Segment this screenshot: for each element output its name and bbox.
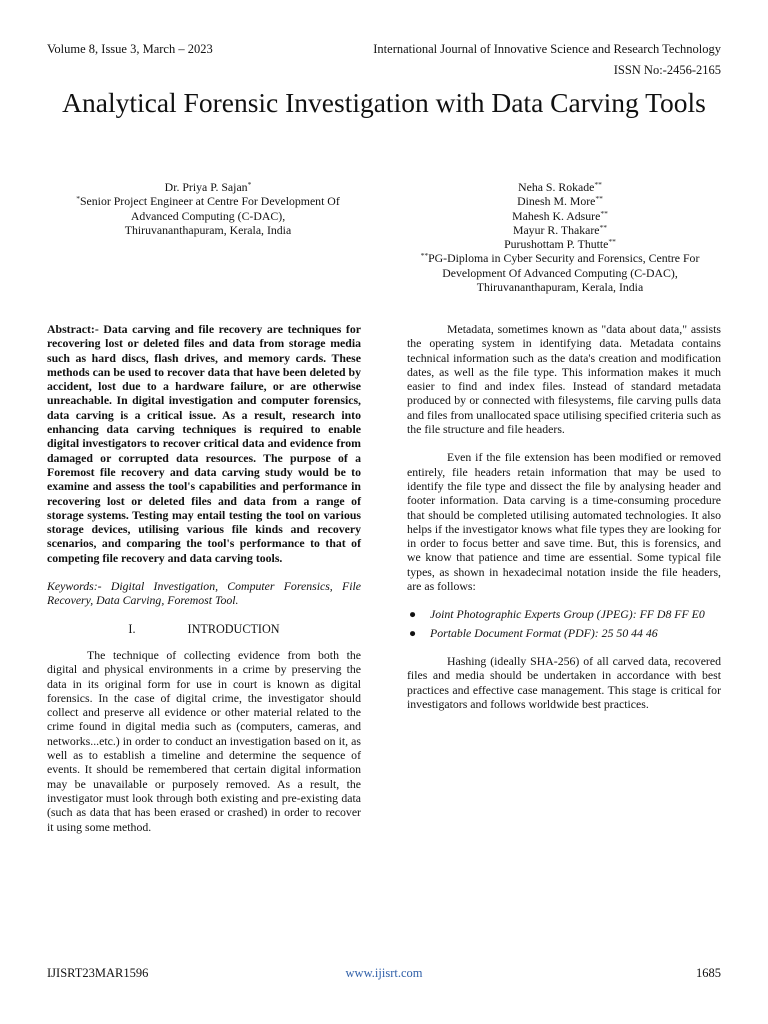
author-affiliation: **PG-Diploma in Cyber Security and Forensics, Centre For (420, 251, 700, 266)
author-name: Purushottam P. Thutte** (504, 237, 616, 252)
journal-name: International Journal of Innovative Science and Research Technology (373, 42, 721, 56)
hashing-paragraph: Hashing (ideally SHA-256) of all carved data, recovered files and media should be undertaken in accordance with best practices and effective case management. This stage is critical for investigators and follows worldwide best practices. (407, 653, 721, 711)
file-headers-paragraph: Even if the file extension has been modified or removed entirely, file headers retain information that may be used to identify the file type and dissect the file by analysing header and footer information. Data carving is a time-consuming procedure that should be completed utilising automated technologies. It also helps if the investigator knows what file types they are looking for in order to focus better and save time. But, this is forensics, and we know that patience and time are essential. Some typical file types, as shown in hexadecimal notation inside the file headers, are as follows: (407, 450, 721, 594)
list-item: ● Portable Document Format (PDF): 25 50 44 46 (409, 625, 658, 640)
keywords: Keywords:- Digital Investigation, Computer Forensics, File Recovery, Data Carving, Foremost Tool. (47, 579, 361, 608)
bullet-icon: ● (409, 607, 417, 622)
list-item: ● Joint Photographic Experts Group (JPEG): FF D8 FF E0 (409, 607, 705, 622)
paper-id: IJISRT23MAR1596 (47, 966, 149, 980)
page-number: 1685 (696, 966, 721, 980)
metadata-paragraph: Metadata, sometimes known as "data about data," assists the operating system in identifying data. Metadata contains technical information such as the data's creation and modification dates, as well as the file type. This information makes it much easier to find and index files. Instead of standard metadata produced by or connected with filesystems, file carving pulls data and files from unallocated space utilising specified criteria such as the file structure and file headers. (407, 322, 721, 437)
paper-title: Analytical Forensic Investigation with Data Carving Tools (62, 87, 706, 118)
file-type-list (407, 607, 721, 640)
author-name: Neha S. Rokade** (518, 180, 602, 194)
website-link[interactable]: www.ijisrt.com (345, 966, 423, 980)
intro-paragraph: The technique of collecting evidence from both the digital and physical environments in a crime by preserving the data in its original form for use in court is known as digital forensics. In the case of digital crime, the investigator should collect and preserve all evidence or other material related to the crime found in digital media such as (computers, cameras, and networks...etc.) in order to conduct an investigation based on it, as well as to establish a timeline and determine the sequence of events. It should be remembered that certain digital information may be unavailable or purposely removed. As a result, the investigator must look through both existing and pre-existing data (such as data that has been erased or crashed) in order to recover it using some method. (47, 647, 361, 834)
journal-issn: ISSN No:-2456-2165 (613, 63, 721, 77)
author-affiliation-line3: Thiruvananthapuram, Kerala, India (124, 222, 292, 237)
right-column (407, 322, 721, 725)
bullet-icon: ● (409, 625, 417, 640)
abstract: Abstract:- Data carving and file recovery are techniques for recovering lost or deleted files and data from storage media such as hard discs, flash drives, and memory cards. These methods can be used to recover data that have been deleted by accident, lost due to a hardware failure, or are otherwise unreachable. In digital investigation and computer forensics, data carving is a critical issue. As a result, research into enhancing data carving techniques is required to enable digital investigators to recover critical data and evidence from damaged or corrupted data resources. The purpose of a Foremost file recovery and data carving study would be to examine and assess the tool's capabilities and performance in recovering lost or deleted files and data from a range of storage systems. Testing may entail testing the tool on various storage devices, utilising various file kinds and recovery scenarios, and comparing the tool's performance to that of competing file recovery and data carving tools. (47, 322, 361, 565)
author-affiliation-line2: Advanced Computing (C-DAC), (130, 208, 286, 223)
author-block-right (398, 180, 722, 294)
section-number: I. (128, 621, 136, 636)
author-affiliation-line2: Development Of Advanced Computing (C-DAC), (442, 265, 678, 280)
section-heading (47, 622, 361, 636)
author-name: Mayur R. Thakare** (512, 222, 608, 237)
author-name: Dinesh M. More** (517, 194, 603, 209)
author-name: Mahesh K. Adsure** (512, 208, 608, 223)
left-column (47, 322, 361, 848)
author-block-left (47, 180, 369, 237)
journal-volume: Volume 8, Issue 3, March – 2023 (47, 42, 213, 56)
author-name: Dr. Priya P. Sajan* (164, 180, 252, 194)
section-title: INTRODUCTION (187, 621, 280, 636)
author-affiliation-line3: Thiruvananthapuram, Kerala, India (476, 280, 644, 295)
author-affiliation: *Senior Project Engineer at Centre For Development Of (76, 194, 340, 209)
